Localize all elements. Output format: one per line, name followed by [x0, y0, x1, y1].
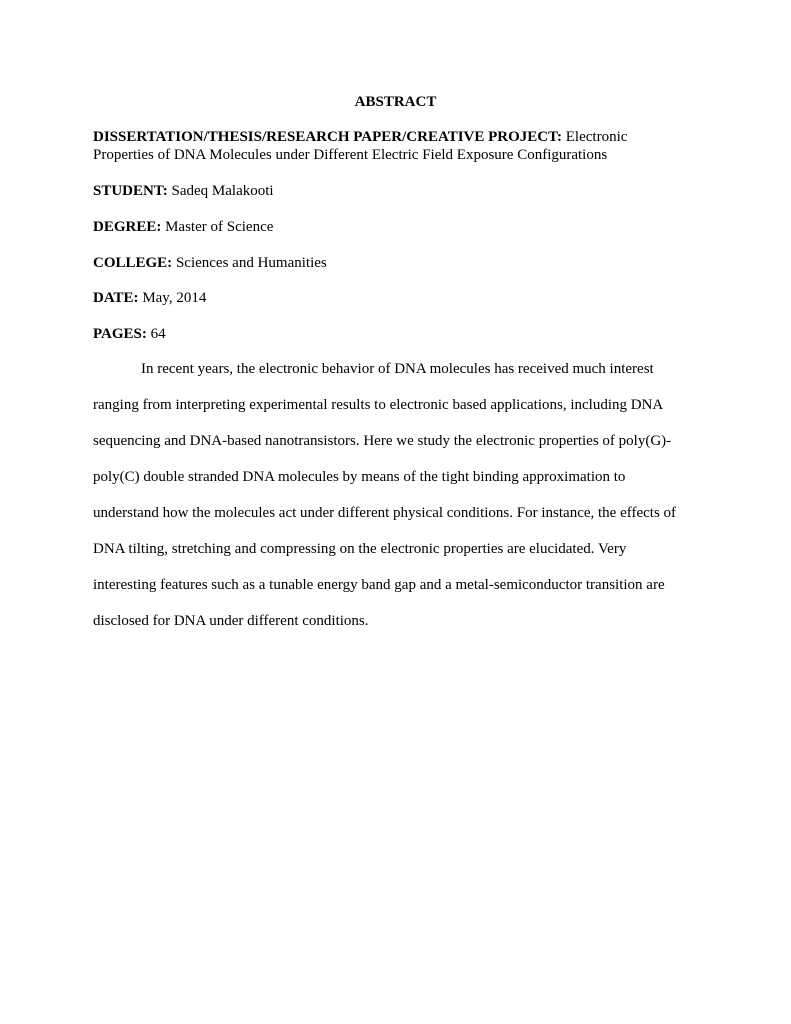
degree-value: Master of Science: [165, 219, 274, 235]
pages-label: PAGES:: [93, 326, 147, 342]
abstract-line: poly(C) double stranded DNA molecules by means of the tight binding approximation to: [93, 469, 626, 485]
abstract-line: In recent years, the electronic behavior of DNA molecules has received much interest: [141, 361, 654, 377]
college-value: Sciences and Humanities: [175, 255, 327, 271]
project-title-value-line1: Electronic: [565, 129, 628, 145]
project-title-value-line2: Properties of DNA Molecules under Different Electric Field Exposure Configurations: [93, 147, 608, 163]
abstract-line: disclosed for DNA under different conditions.: [93, 613, 369, 629]
abstract-line: sequencing and DNA-based nanotransistors. Here we study the electronic properties of poly(G)-: [93, 433, 672, 449]
pages-field: [93, 325, 703, 343]
student-value: Sadeq Malakooti: [171, 183, 274, 199]
degree-label: DEGREE:: [93, 219, 162, 235]
student-label: STUDENT:: [93, 183, 168, 199]
college-label: COLLEGE:: [93, 255, 173, 271]
abstract-line: understand how the molecules act under different physical conditions. For instance, the effects of: [93, 505, 677, 521]
abstract-line: interesting features such as a tunable energy band gap and a metal-semiconductor transition are: [93, 577, 665, 593]
project-title-label: DISSERTATION/THESIS/RESEARCH PAPER/CREATIVE PROJECT:: [93, 129, 563, 145]
college-field: [93, 254, 703, 272]
project-title-field: [93, 128, 703, 164]
date-value: May, 2014: [142, 290, 207, 306]
abstract-line: DNA tilting, stretching and compressing on the electronic properties are elucidated. Very: [93, 541, 627, 557]
date-label: DATE:: [93, 290, 139, 306]
abstract-body: [93, 360, 713, 648]
abstract-line: ranging from interpreting experimental results to electronic based applications, including DNA: [93, 397, 664, 413]
student-field: [93, 182, 703, 200]
degree-field: [93, 218, 703, 236]
abstract-heading: ABSTRACT: [354, 94, 437, 110]
date-field: [93, 289, 703, 307]
pages-value: 64: [150, 326, 166, 342]
